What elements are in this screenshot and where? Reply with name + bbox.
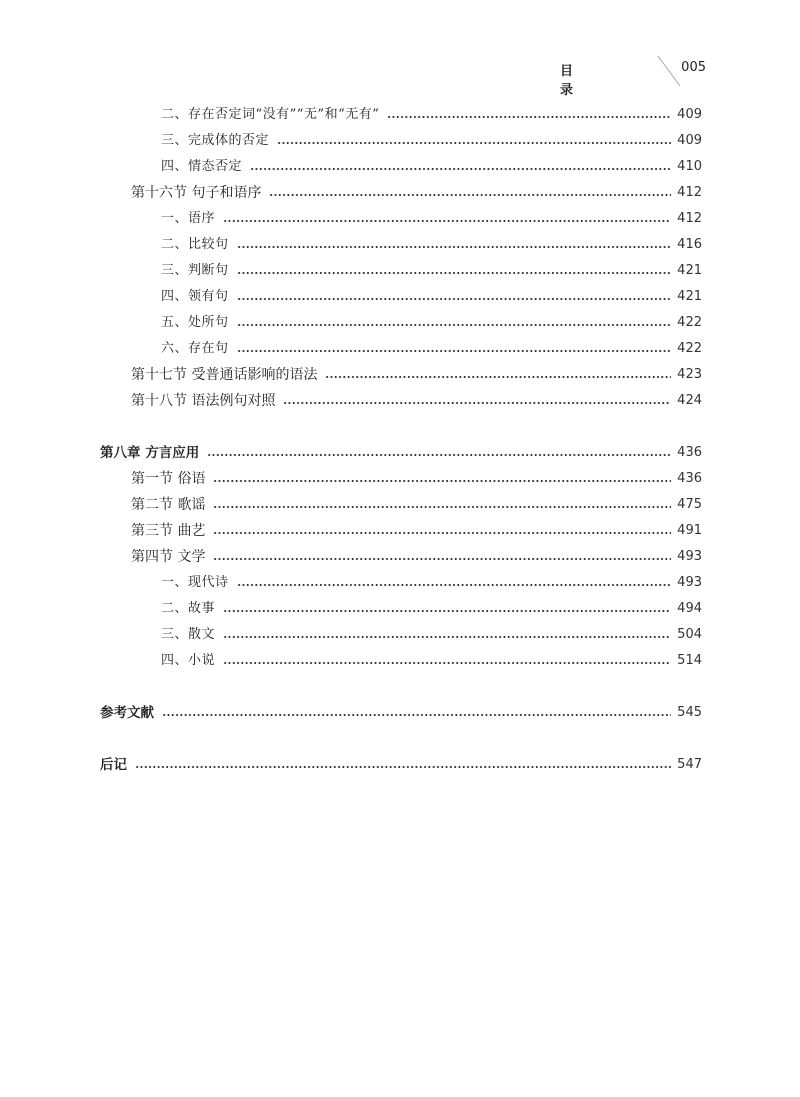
toc-entry-label: 第十七节 受普通话影响的语法 (131, 367, 318, 383)
toc-entry-label: 四、情态否定 (161, 159, 243, 174)
toc-entry-label: 第八章 方言应用 (100, 445, 200, 461)
toc-entry[interactable] (161, 650, 702, 672)
toc-dot-leader (223, 220, 671, 222)
toc-entry[interactable] (161, 286, 702, 308)
toc-dot-leader (283, 402, 671, 404)
toc-entry[interactable] (131, 520, 702, 542)
toc-entry-label: 四、小说 (161, 653, 216, 668)
toc-dot-leader (325, 376, 671, 378)
toc-entry[interactable] (131, 182, 702, 204)
toc-entry[interactable] (100, 442, 702, 464)
toc-entry-page: 409 (677, 107, 702, 122)
toc-entry-page: 416 (677, 237, 702, 252)
running-header (560, 56, 710, 98)
toc-entry[interactable] (161, 624, 702, 646)
toc-entry-page: 412 (677, 211, 702, 226)
toc-entry-label: 后记 (100, 757, 127, 773)
toc-dot-leader (223, 610, 671, 612)
toc-entry-page: 423 (677, 367, 702, 382)
toc-entry-page: 424 (677, 393, 702, 408)
toc-entry-page: 494 (677, 601, 702, 616)
header-divider-slash (654, 56, 684, 86)
toc-entry-label: 三、散文 (161, 627, 216, 642)
toc-dot-leader (223, 662, 671, 664)
toc-dot-leader (213, 506, 671, 508)
toc-entry[interactable] (161, 260, 702, 282)
header-page-number: 005 (681, 60, 706, 75)
toc-entry-page: 436 (677, 445, 702, 460)
toc-entry-label: 六、存在句 (161, 341, 229, 356)
toc-entry-page: 421 (677, 263, 702, 278)
toc-entry-page: 436 (677, 471, 702, 486)
toc-entry-label: 一、语序 (161, 211, 216, 226)
toc-dot-leader (250, 168, 671, 170)
toc-entry-label: 二、存在否定词“没有”“无”和“无有” (161, 107, 380, 122)
toc-entry-label: 第十八节 语法例句对照 (131, 393, 276, 409)
toc-entry[interactable] (100, 754, 702, 776)
toc-entry[interactable] (131, 468, 702, 490)
toc-entry-page: 514 (677, 653, 702, 668)
toc-dot-leader (207, 454, 671, 456)
toc-entry[interactable] (161, 156, 702, 178)
toc-dot-leader (237, 324, 672, 326)
toc-entry[interactable] (161, 234, 702, 256)
toc-entry-page: 421 (677, 289, 702, 304)
toc-dot-leader (277, 142, 671, 144)
toc-entry-label: 三、完成体的否定 (161, 133, 270, 148)
toc-dot-leader (162, 714, 671, 716)
toc-entry[interactable] (161, 598, 702, 620)
toc-dot-leader (213, 558, 671, 560)
toc-entry[interactable] (161, 104, 702, 126)
toc-entry-page: 412 (677, 185, 702, 200)
toc-entry[interactable] (161, 338, 702, 360)
toc-entry-label: 第一节 俗语 (131, 471, 206, 487)
toc-entry-label: 二、比较句 (161, 237, 229, 252)
toc-entry[interactable] (100, 702, 702, 724)
toc-entry[interactable] (131, 494, 702, 516)
toc-entry-label: 第三节 曲艺 (131, 523, 206, 539)
toc-entry[interactable] (131, 364, 702, 386)
toc-entry-label: 第四节 文学 (131, 549, 206, 565)
toc-dot-leader (213, 480, 671, 482)
toc-dot-leader (237, 350, 672, 352)
toc-entry[interactable] (131, 390, 702, 412)
toc-entry-page: 409 (677, 133, 702, 148)
toc-entry[interactable] (161, 208, 702, 230)
toc-entry-page: 491 (677, 523, 702, 538)
toc-entry-label: 第二节 歌谣 (131, 497, 206, 513)
toc-entry-page: 410 (677, 159, 702, 174)
toc-entry-page: 493 (677, 575, 702, 590)
toc-dot-leader (223, 636, 671, 638)
toc-entry-page: 504 (677, 627, 702, 642)
toc-entry[interactable] (161, 130, 702, 152)
toc-dot-leader (387, 116, 671, 118)
toc-entry-label: 参考文献 (100, 705, 154, 721)
toc-entry-page: 475 (677, 497, 702, 512)
toc-entry-page: 422 (677, 315, 702, 330)
toc-entry-label: 四、领有句 (161, 289, 229, 304)
toc-entry-label: 一、现代诗 (161, 575, 229, 590)
toc-entry-page: 545 (677, 705, 702, 720)
toc-dot-leader (237, 272, 672, 274)
toc-dot-leader (269, 194, 671, 196)
toc-dot-leader (237, 246, 672, 248)
toc-dot-leader (135, 766, 671, 768)
toc-entry[interactable] (131, 546, 702, 568)
toc-dot-leader (213, 532, 671, 534)
toc-entry[interactable] (161, 572, 702, 594)
toc-entry[interactable] (161, 312, 702, 334)
header-title: 目 录 (560, 64, 604, 98)
toc-entry-label: 第十六节 句子和语序 (131, 185, 262, 201)
toc-dot-leader (237, 298, 672, 300)
toc-dot-leader (237, 584, 672, 586)
toc-entry-label: 二、故事 (161, 601, 216, 616)
toc-entry-label: 三、判断句 (161, 263, 229, 278)
toc-entry-page: 422 (677, 341, 702, 356)
toc-entry-label: 五、处所句 (161, 315, 229, 330)
toc-entry-page: 547 (677, 757, 702, 772)
toc-entry-page: 493 (677, 549, 702, 564)
